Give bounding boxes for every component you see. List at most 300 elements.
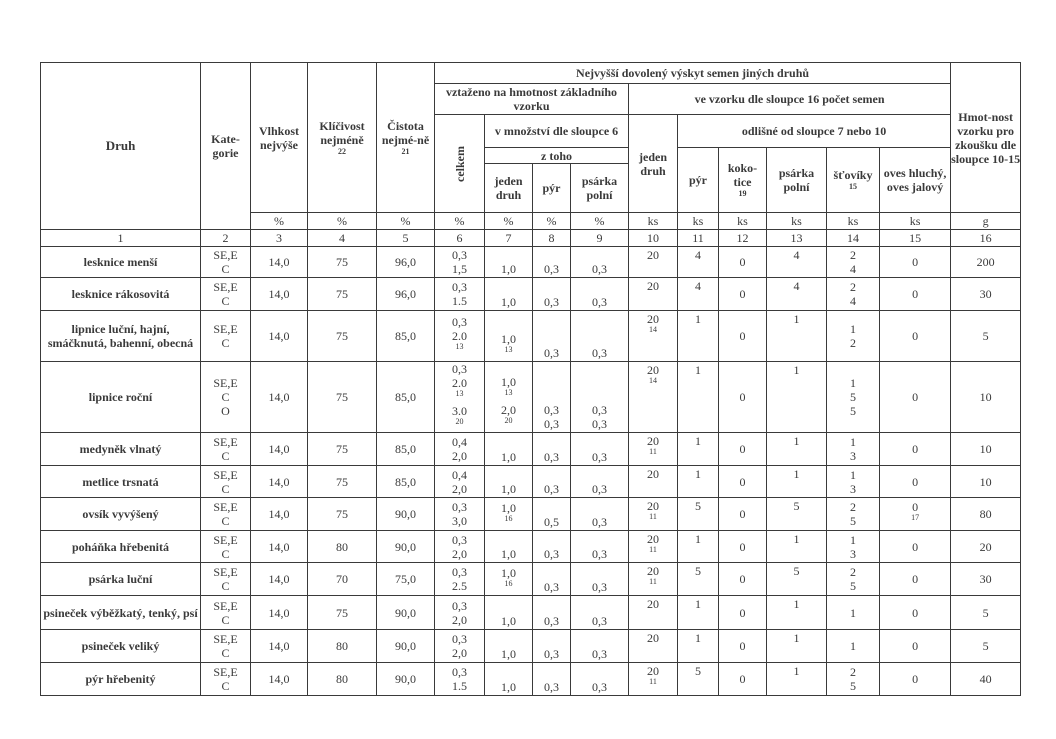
cistota-cell: 96,0 bbox=[377, 278, 435, 311]
footnote-ref: 14 bbox=[649, 376, 657, 385]
pyr-count-cell bbox=[678, 531, 719, 563]
psarka-polni-count-cell bbox=[767, 531, 827, 563]
vlhkost-cell: 14,0 bbox=[251, 278, 308, 311]
cell-line: C bbox=[221, 481, 230, 496]
psarka-polni-count-cell bbox=[767, 362, 827, 433]
cell-value: 1,0 bbox=[501, 566, 516, 580]
pyr-count-cell bbox=[678, 663, 719, 696]
jeden-druh-count-cell bbox=[629, 630, 678, 663]
c7-cell bbox=[485, 531, 533, 563]
hmotnost-cell: 80 bbox=[951, 498, 1021, 531]
kokotice-cell: 0 bbox=[719, 278, 767, 311]
cistota-cell: 90,0 bbox=[377, 498, 435, 531]
cell-line bbox=[485, 403, 532, 431]
kategorie-cell bbox=[201, 247, 251, 278]
cell-line: 0,3 bbox=[452, 532, 467, 547]
cell-line: C bbox=[221, 390, 230, 404]
footnote-ref: 11 bbox=[649, 577, 657, 586]
cistota-cell: 90,0 bbox=[377, 630, 435, 663]
unit-cell: % bbox=[533, 213, 571, 230]
c8-cell bbox=[533, 630, 571, 663]
hmotnost-cell: 40 bbox=[951, 663, 1021, 696]
oves-cell bbox=[880, 630, 951, 663]
hmotnost-cell: 10 bbox=[951, 433, 1021, 466]
cell-line: 1 bbox=[695, 312, 701, 326]
c8-cell bbox=[533, 498, 571, 531]
cell-line: 4 bbox=[695, 279, 701, 293]
druh-cell: psárka luční bbox=[41, 563, 201, 596]
header-nejvyssi: Nejvyšší dovolený výskyt semen jiných druhů bbox=[435, 63, 951, 84]
pyr-count-cell bbox=[678, 247, 719, 278]
cell-line: C bbox=[221, 612, 230, 627]
cell-line: 0,3 bbox=[592, 547, 607, 561]
table-row bbox=[41, 247, 1021, 278]
c7-cell bbox=[485, 663, 533, 696]
cell-line: 1.5 bbox=[452, 679, 467, 693]
cell-line: 1,0 bbox=[501, 647, 516, 661]
unit-cell: ks bbox=[629, 213, 678, 230]
cell-value: 2,0 bbox=[501, 403, 516, 417]
cell-line: 2.5 bbox=[452, 579, 467, 593]
cell-value: 3.0 bbox=[452, 404, 467, 418]
kategorie-cell bbox=[201, 498, 251, 531]
psarka-polni-count-cell bbox=[767, 466, 827, 498]
cell-line: 0,3 bbox=[544, 547, 559, 561]
cell-line: 4 bbox=[793, 279, 800, 293]
klicivost-cell: 80 bbox=[308, 663, 377, 696]
cell-value: 20 bbox=[647, 664, 659, 678]
header-vlhkost: Vlhkost nejvýše bbox=[251, 63, 308, 213]
cell-line: 0,3 bbox=[452, 565, 467, 579]
klicivost-cell: 75 bbox=[308, 311, 377, 362]
column-number: 14 bbox=[827, 230, 880, 247]
cell-line: C bbox=[221, 514, 230, 528]
kategorie-cell bbox=[201, 630, 251, 663]
cell-value: 2.0 bbox=[452, 329, 467, 343]
footnote-ref: 16 bbox=[504, 514, 513, 523]
cell-line: 1 bbox=[850, 467, 856, 482]
cell-line bbox=[435, 376, 484, 404]
cell-line: 4 bbox=[850, 262, 856, 276]
kategorie-cell bbox=[201, 311, 251, 362]
pyr-count-cell bbox=[678, 362, 719, 433]
cell-line: 2 bbox=[850, 665, 856, 679]
table-row bbox=[41, 630, 1021, 663]
jeden-druh-count-cell bbox=[629, 433, 678, 466]
cell-line: 20 bbox=[647, 279, 659, 293]
footnote-ref: 11 bbox=[649, 512, 657, 521]
cell-line: 0,3 bbox=[592, 403, 607, 417]
celkem-cell bbox=[435, 563, 485, 596]
cell-line: 0,3 bbox=[592, 295, 607, 309]
c8-cell bbox=[533, 596, 571, 630]
pyr-count-cell bbox=[678, 563, 719, 596]
kokotice-cell: 0 bbox=[719, 362, 767, 433]
kategorie-cell bbox=[201, 596, 251, 630]
column-number: 13 bbox=[767, 230, 827, 247]
column-number: 6 bbox=[435, 230, 485, 247]
cell-line: 5 bbox=[850, 514, 856, 528]
cell-line: C bbox=[221, 449, 230, 463]
unit-cell: % bbox=[308, 213, 377, 230]
header-v-mnozstvi: v množství dle sloupce 6 bbox=[485, 115, 629, 148]
cell-line: SE,E bbox=[213, 376, 238, 390]
cell-line: 5 bbox=[850, 679, 856, 693]
cell-line: 1,0 bbox=[501, 450, 516, 464]
cell-line: C bbox=[221, 646, 230, 660]
cell-value: 2.0 bbox=[452, 376, 467, 390]
stoviky-cell bbox=[827, 531, 880, 563]
footnote-ref: 11 bbox=[649, 545, 657, 554]
celkem-cell bbox=[435, 247, 485, 278]
cell-line: 5 bbox=[695, 564, 701, 578]
cell-line: 1 bbox=[793, 631, 800, 645]
cell-line: 0 bbox=[912, 329, 919, 343]
cell-value: 20 bbox=[647, 312, 659, 326]
c8-cell bbox=[533, 362, 571, 433]
cell-line: 0 bbox=[912, 442, 919, 456]
c9-cell bbox=[571, 663, 629, 696]
column-number: 11 bbox=[678, 230, 719, 247]
cell-line bbox=[485, 501, 532, 529]
column-number: 7 bbox=[485, 230, 533, 247]
header-kategorie-label: Kate-gorie bbox=[211, 132, 240, 160]
unit-cell: % bbox=[435, 213, 485, 230]
jeden-druh-count-cell bbox=[629, 362, 678, 433]
vlhkost-cell: 14,0 bbox=[251, 362, 308, 433]
cell-line: 0,3 bbox=[592, 680, 607, 694]
jeden-druh-count-cell bbox=[629, 596, 678, 630]
footnote-ref: 14 bbox=[649, 325, 657, 334]
cell-line: 0 bbox=[912, 539, 919, 554]
footnote-ref: 13 bbox=[504, 345, 513, 354]
cell-line bbox=[485, 375, 532, 403]
cell-line bbox=[435, 404, 484, 432]
header-kategorie bbox=[201, 63, 251, 230]
vlhkost-cell: 14,0 bbox=[251, 498, 308, 531]
cell-line: 2,0 bbox=[452, 546, 467, 561]
cell-line: 0,3 bbox=[592, 580, 607, 594]
stoviky-cell bbox=[827, 362, 880, 433]
cell-line: C bbox=[221, 262, 230, 276]
header-cistota-label: Čistota nejmé-ně bbox=[381, 118, 430, 147]
kategorie-cell bbox=[201, 466, 251, 498]
cell-line: 5 bbox=[793, 499, 800, 513]
cell-line: 1 bbox=[793, 532, 800, 546]
kategorie-cell bbox=[201, 563, 251, 596]
cell-line: 0,3 bbox=[544, 295, 559, 309]
stoviky-cell bbox=[827, 596, 880, 630]
cell-line: 1 bbox=[695, 434, 701, 448]
unit-cell: ks bbox=[880, 213, 951, 230]
header-psarka-polni-b: psárka polní bbox=[767, 148, 827, 213]
stoviky-cell bbox=[827, 311, 880, 362]
c9-cell bbox=[571, 466, 629, 498]
cell-line: 0,5 bbox=[544, 515, 559, 529]
psarka-polni-count-cell bbox=[767, 596, 827, 630]
pyr-count-cell bbox=[678, 498, 719, 531]
unit-cell: ks bbox=[678, 213, 719, 230]
cell-line: 0,3 bbox=[544, 482, 559, 496]
header-pyr-a: pýr bbox=[533, 164, 571, 213]
pyr-count-cell bbox=[678, 311, 719, 362]
cell-line: 1 bbox=[850, 605, 856, 620]
hmotnost-cell: 30 bbox=[951, 563, 1021, 596]
cell-line bbox=[485, 332, 532, 360]
oves-cell bbox=[880, 362, 951, 433]
cell-line: 5 bbox=[850, 404, 856, 418]
cell-line: 0 bbox=[912, 474, 919, 489]
cell-line: 0 bbox=[912, 605, 919, 620]
vlhkost-cell: 14,0 bbox=[251, 466, 308, 498]
cell-line: 1 bbox=[695, 363, 701, 377]
cell-line: 20 bbox=[647, 248, 659, 262]
cistota-cell: 85,0 bbox=[377, 311, 435, 362]
c7-cell bbox=[485, 563, 533, 596]
cell-line: 1,0 bbox=[501, 262, 516, 276]
cell-line: 4 bbox=[850, 294, 856, 308]
table-row bbox=[41, 531, 1021, 563]
kategorie-cell bbox=[201, 362, 251, 433]
cell-line: 0,3 bbox=[452, 280, 467, 294]
cistota-cell: 90,0 bbox=[377, 531, 435, 563]
druh-cell: medyněk vlnatý bbox=[41, 433, 201, 466]
jeden-druh-count-cell bbox=[629, 531, 678, 563]
psarka-polni-count-cell bbox=[767, 663, 827, 696]
seed-requirements-table bbox=[40, 62, 1021, 696]
c7-cell bbox=[485, 278, 533, 311]
stoviky-cell bbox=[827, 433, 880, 466]
oves-cell bbox=[880, 311, 951, 362]
kokotice-cell: 0 bbox=[719, 247, 767, 278]
header-cistota-note: 21 bbox=[401, 146, 410, 156]
table-row bbox=[41, 362, 1021, 433]
kategorie-cell bbox=[201, 531, 251, 563]
vlhkost-cell: 14,0 bbox=[251, 630, 308, 663]
cell-line: 2 bbox=[850, 248, 856, 262]
unit-cell: % bbox=[571, 213, 629, 230]
column-numbers-row bbox=[41, 230, 1021, 247]
psarka-polni-count-cell bbox=[767, 630, 827, 663]
psarka-polni-count-cell bbox=[767, 278, 827, 311]
stoviky-cell bbox=[827, 466, 880, 498]
jeden-druh-count-cell bbox=[629, 563, 678, 596]
cell-line: SE,E bbox=[213, 322, 238, 336]
cell-line: 2 bbox=[850, 336, 856, 350]
cell-line: 4 bbox=[793, 248, 800, 262]
vlhkost-cell: 14,0 bbox=[251, 247, 308, 278]
cell-line: C bbox=[221, 579, 230, 593]
cell-value: 20 bbox=[647, 532, 659, 546]
cell-line: 1 bbox=[695, 597, 701, 611]
cell-line: 1,0 bbox=[501, 482, 516, 496]
celkem-cell bbox=[435, 630, 485, 663]
cell-line: SE,E bbox=[213, 248, 238, 262]
cell-line: SE,E bbox=[213, 280, 238, 294]
cell-value: 20 bbox=[647, 363, 659, 377]
cell-line: 0,3 bbox=[452, 315, 467, 329]
celkem-cell bbox=[435, 498, 485, 531]
c8-cell bbox=[533, 466, 571, 498]
header-kokotice bbox=[719, 148, 767, 213]
cell-line: 1,0 bbox=[501, 295, 516, 309]
c7-cell bbox=[485, 247, 533, 278]
oves-cell bbox=[880, 531, 951, 563]
cell-line: 1,0 bbox=[501, 547, 516, 561]
cell-value: 1,0 bbox=[501, 332, 516, 346]
header-stoviky bbox=[827, 148, 880, 213]
cell-line: 0 bbox=[912, 287, 919, 301]
cell-line: 1 bbox=[793, 363, 800, 377]
table-row bbox=[41, 498, 1021, 531]
celkem-cell bbox=[435, 433, 485, 466]
cell-line: 0,3 bbox=[544, 614, 559, 628]
cell-line: 2,0 bbox=[452, 646, 467, 660]
cell-line: 0,3 bbox=[592, 450, 607, 464]
kokotice-cell: 0 bbox=[719, 563, 767, 596]
klicivost-cell: 75 bbox=[308, 466, 377, 498]
kokotice-cell: 0 bbox=[719, 311, 767, 362]
druh-cell: lipnice roční bbox=[41, 362, 201, 433]
pyr-count-cell bbox=[678, 596, 719, 630]
footnote-ref: 20 bbox=[455, 417, 464, 426]
table-row bbox=[41, 596, 1021, 630]
celkem-cell bbox=[435, 311, 485, 362]
unit-cell: % bbox=[251, 213, 308, 230]
c9-cell bbox=[571, 311, 629, 362]
kokotice-cell: 0 bbox=[719, 630, 767, 663]
cell-line bbox=[629, 532, 677, 560]
cell-line: 1 bbox=[850, 639, 856, 653]
column-number: 10 bbox=[629, 230, 678, 247]
hmotnost-cell: 5 bbox=[951, 311, 1021, 362]
hmotnost-cell: 10 bbox=[951, 362, 1021, 433]
cistota-cell: 90,0 bbox=[377, 663, 435, 696]
c9-cell bbox=[571, 563, 629, 596]
header-pyr-b: pýr bbox=[678, 148, 719, 213]
cell-line: 0,3 bbox=[592, 482, 607, 496]
cell-line: 0,3 bbox=[544, 647, 559, 661]
table-row bbox=[41, 311, 1021, 362]
psarka-polni-count-cell bbox=[767, 498, 827, 531]
pyr-count-cell bbox=[678, 278, 719, 311]
column-number: 3 bbox=[251, 230, 308, 247]
oves-cell bbox=[880, 278, 951, 311]
cell-line: O bbox=[221, 404, 230, 418]
header-celkem bbox=[435, 115, 485, 213]
column-number: 12 bbox=[719, 230, 767, 247]
kokotice-cell: 0 bbox=[719, 498, 767, 531]
cell-line: 2 bbox=[850, 500, 856, 514]
cell-line: 2,0 bbox=[452, 449, 467, 463]
druh-cell: metlice trsnatá bbox=[41, 466, 201, 498]
stoviky-cell bbox=[827, 247, 880, 278]
column-number: 9 bbox=[571, 230, 629, 247]
cistota-cell: 75,0 bbox=[377, 563, 435, 596]
hmotnost-cell: 200 bbox=[951, 247, 1021, 278]
cell-line: SE,E bbox=[213, 467, 238, 482]
cell-line: SE,E bbox=[213, 532, 238, 547]
cell-line: 0,4 bbox=[452, 435, 467, 449]
cell-value: 1,0 bbox=[501, 501, 516, 515]
klicivost-cell: 75 bbox=[308, 247, 377, 278]
c8-cell bbox=[533, 563, 571, 596]
cell-line: 0,3 bbox=[592, 647, 607, 661]
cell-line: 3 bbox=[850, 449, 856, 463]
c9-cell bbox=[571, 596, 629, 630]
cell-line: 5 bbox=[850, 390, 856, 404]
header-ve-vzorku: ve vzorku dle sloupce 16 počet semen bbox=[629, 84, 951, 115]
cistota-cell: 85,0 bbox=[377, 433, 435, 466]
column-number: 5 bbox=[377, 230, 435, 247]
header-celkem-label: celkem bbox=[452, 145, 467, 182]
c8-cell bbox=[533, 278, 571, 311]
c9-cell bbox=[571, 498, 629, 531]
vlhkost-cell: 14,0 bbox=[251, 433, 308, 466]
header-druh: Druh bbox=[41, 63, 201, 230]
oves-cell bbox=[880, 466, 951, 498]
cell-line: 0,3 bbox=[592, 262, 607, 276]
druh-cell: lesknice menší bbox=[41, 247, 201, 278]
c8-cell bbox=[533, 311, 571, 362]
cell-value: 20 bbox=[647, 564, 659, 578]
cell-line: 3 bbox=[850, 481, 856, 496]
cell-line bbox=[629, 564, 677, 592]
cell-line: 2 bbox=[850, 565, 856, 579]
cell-line: 1 bbox=[850, 376, 856, 390]
kategorie-cell bbox=[201, 663, 251, 696]
header-psarka-polni-a: psárka polní bbox=[571, 164, 629, 213]
cell-line: 0 bbox=[912, 390, 919, 404]
celkem-cell bbox=[435, 663, 485, 696]
klicivost-cell: 80 bbox=[308, 531, 377, 563]
unit-cell: ks bbox=[767, 213, 827, 230]
cell-line: 0,3 bbox=[544, 417, 559, 431]
header-jeden-druh-b: jeden druh bbox=[629, 115, 678, 213]
cell-line bbox=[629, 434, 677, 462]
cell-line: 20 bbox=[647, 597, 659, 611]
cell-line: 0,3 bbox=[592, 346, 607, 360]
footnote-ref: 13 bbox=[455, 342, 464, 351]
vlhkost-cell: 14,0 bbox=[251, 563, 308, 596]
cell-line: 1 bbox=[695, 467, 701, 481]
cistota-cell: 90,0 bbox=[377, 596, 435, 630]
cell-line: 3 bbox=[850, 546, 856, 561]
cell-line: 1 bbox=[850, 322, 856, 336]
c7-cell bbox=[485, 466, 533, 498]
druh-cell: psineček veliký bbox=[41, 630, 201, 663]
cell-line: 1 bbox=[793, 664, 800, 678]
cell-line: SE,E bbox=[213, 598, 238, 613]
klicivost-cell: 75 bbox=[308, 498, 377, 531]
stoviky-cell bbox=[827, 498, 880, 531]
cell-line: 1 bbox=[695, 631, 701, 645]
c7-cell bbox=[485, 362, 533, 433]
cell-line: 0,3 bbox=[544, 403, 559, 417]
jeden-druh-count-cell bbox=[629, 498, 678, 531]
header-klicivost-label: Klíčivost nejméně bbox=[319, 118, 365, 147]
header-oves: oves hluchý, oves jalový bbox=[880, 148, 951, 213]
column-number: 2 bbox=[201, 230, 251, 247]
cistota-cell: 85,0 bbox=[377, 362, 435, 433]
cell-line: 0,3 bbox=[592, 614, 607, 628]
cell-value: 0 bbox=[912, 500, 919, 514]
footnote-ref: 11 bbox=[649, 677, 657, 686]
celkem-cell bbox=[435, 531, 485, 563]
druh-cell: psineček výběžkatý, tenký, psí bbox=[41, 596, 201, 630]
cell-line bbox=[629, 499, 677, 527]
vlhkost-cell: 14,0 bbox=[251, 311, 308, 362]
